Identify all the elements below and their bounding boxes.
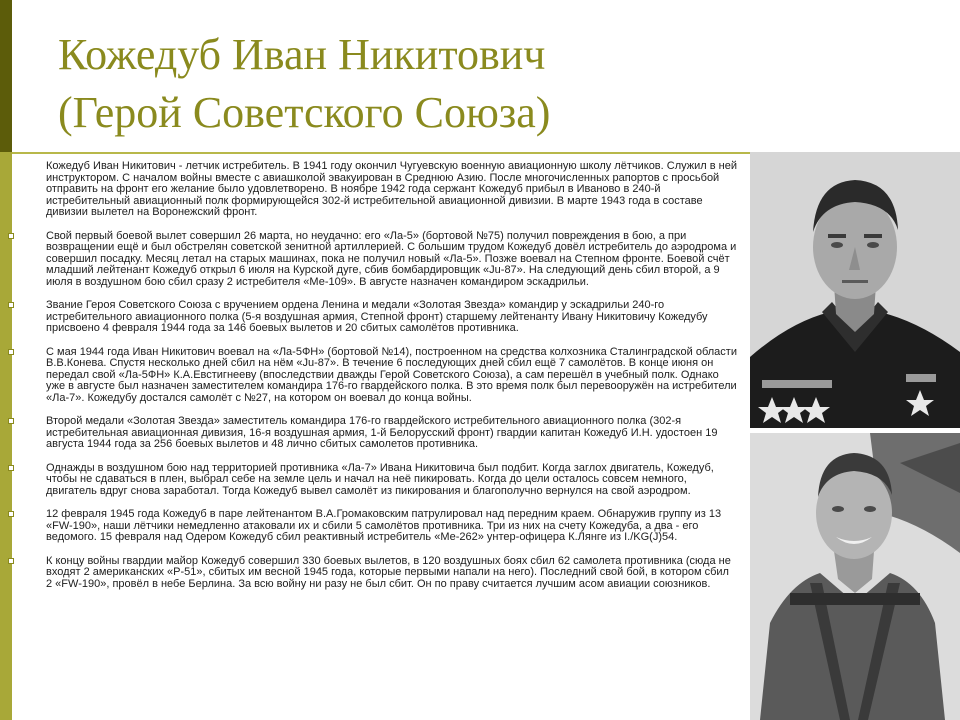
bullet-item	[46, 509, 738, 544]
bullet-item	[46, 416, 738, 451]
pilot-photo	[750, 433, 960, 720]
bullet-item	[46, 556, 738, 591]
title-line-1: Кожедуб Иван Никитович	[58, 30, 546, 79]
bullet-square-icon	[8, 349, 14, 355]
slide-title	[58, 26, 858, 142]
bullet-text: Свой первый боевой вылет совершил 26 марта, но неудачно: его «Ла-5» (бортовой №75) получил повреждения в бою, а при возвращении ещё и был обстрелян советской зенитной артиллерией. С большим трудом Кожедуб довёл истребитель до аэродрома и совершил посадку. Месяц летал на старых машинах, пока не получил новый «Ла-5». Позже воевал на Степном фронте. Боевой счёт младший лейтенант Кожедуб открыл 6 июля на Курской дуге, сбив бомбардировщик «Ju-87». На следующий день сбил второй, а 9 июля в воздушном бою сбил сразу 2 истребителя «Ме-109». В августе назначен командиром эскадрильи.	[46, 229, 737, 288]
bullet-text: Звание Героя Советского Союза с вручением ордена Ленина и медали «Золотая Звезда» командир у эскадрильи 240-го истребительного авиационного полка (5-я воздушная армия, Степной фронт) старшему лейтенанту Ивану Никитовичу Кожедубу присвоено 4 февраля 1944 года за 146 боевых вылетов и 20 сбитых самолётов противника.	[46, 299, 708, 334]
bullet-square-icon	[8, 511, 14, 517]
bullet-item	[46, 347, 738, 405]
bullet-square-icon	[8, 302, 14, 308]
bullet-text: К концу войны гвардии майор Кожедуб совершил 330 боевых вылетов, в 120 воздушных боях сбил 62 самолета противника (сюда не входят 2 американских «Р-51», сбитых им весной 1945 года, которые первыми напали на него). Последний свой бой, в котором сбил 2 «FW-190», провёл в небе Берлина. За всю войну ни разу не был сбит. Он по праву считается лучшим асом авиации союзников.	[46, 554, 731, 590]
bullet-text: 12 февраля 1945 года Кожедуб в паре лейтенантом В.А.Громаковским патрулировал над передним краем. Обнаружив группу из 13 «FW-190», наши лётчики немедленно атаковали их и сбили 5 самолётов противника. Три из них на счету Кожедуба, а два - его ведомого. 15 февраля над Одером Кожедуб сбил реактивный истребитель «Ме-262» унтер-офицера К.Лянге из I./KG(J)54.	[46, 508, 722, 543]
title-line-2: (Герой Советского Союза)	[58, 88, 551, 137]
accent-bar-top	[0, 0, 12, 152]
bullet-item	[46, 463, 738, 498]
slide-body	[46, 161, 738, 602]
bullet-square-icon	[8, 233, 14, 239]
bullet-item	[46, 231, 738, 289]
bullet-text: Однажды в воздушном бою над территорией противника «Ла-7» Ивана Никитовича был подбит. Когда заглох двигатель, Кожедуб, чтобы не сдаваться в плен, выбрал себе на земле цель и начал на неё пикировать. Когда до цели осталось совсем немного, двигатель вдруг снова заработал. Тогда Кожедуб вывел самолёт из пикирования и благополучно вернулся на свой аэродром.	[46, 461, 714, 497]
bullet-square-icon	[8, 418, 14, 424]
portrait-photo	[750, 152, 960, 428]
paragraph: Кожедуб Иван Никитович - летчик истребитель. В 1941 году окончил Чугуевскую военную авиационную школу лётчиков. Служил в ней инструктором. С началом войны вместе с авиашколой эвакуирован в Среднюю Азию. После многочисленных рапортов с просьбой отправить на фронт его желание было удовлетворено. В ноябре 1942 года сержант Кожедуб прибыл в Иваново в 240-й истребительный авиационный полк формирующейся 302-й истребительной авиационной дивизии. В марте 1943 года в составе дивизии вылетел на Воронежский фронт.	[46, 160, 737, 218]
bullet-item	[46, 300, 738, 335]
bullet-text: Второй медали «Золотая Звезда» заместитель командира 176-го гвардейского истребительного авиационного полка (302-я истребительная авиационная дивизия, 16-я воздушная армия, 1-й Белорусский фронт) гвардии капитан Кожедуб И.Н. удостоен 19 августа 1944 года за 256 боевых вылетов и 48 лично сбитых самолетов противника.	[46, 415, 718, 450]
title-divider	[12, 152, 750, 154]
bullet-square-icon	[8, 465, 14, 471]
bullet-text: С мая 1944 года Иван Никитович воевал на «Ла-5ФН» (бортовой №14), построенном на средства колхозника Сталинградской области В.В.Конева. Спустя несколько дней сбил на нём «Ju-87». В течение 6 последующих дней сбил ещё 7 самолётов. В конце июня он передал свой «Ла-5ФН» К.А.Евстигнееву (впоследствии дважды Герой Советского Союза), а сам перешёл в учебный полк. Однако уже в августе был назначен заместителем командира 176-го гвардейского полка. В это время полк был перевооружён на истребители «Ла-7». Кожедубу достался самолёт с №27, на котором он воевал до конца войны.	[46, 345, 737, 404]
bullet-square-icon	[8, 558, 14, 564]
